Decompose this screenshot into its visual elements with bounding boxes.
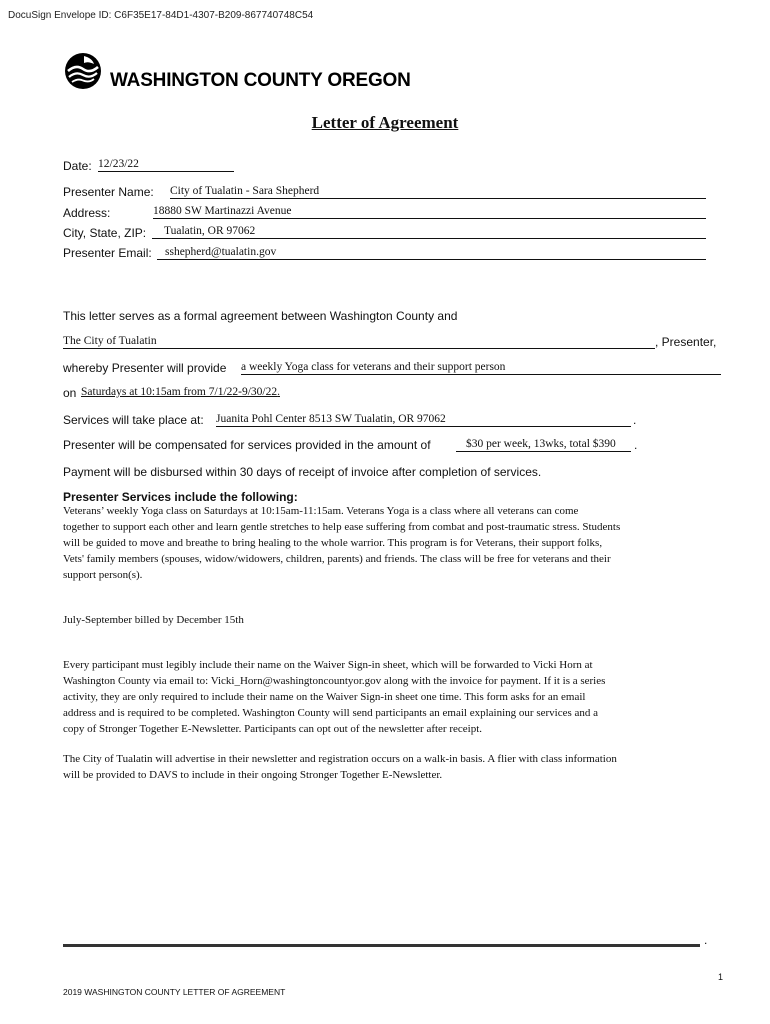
waiver-line: Washington County via email to: Vicki_Horn@washingtoncountyor.gov along with the invoice for payment. If it is a series [63, 675, 606, 687]
place-field[interactable]: Juanita Pohl Center 8513 SW Tualatin, OR 97062 [216, 412, 631, 427]
waiver-paragraph [63, 657, 605, 737]
payment-terms: Payment will be disbursed within 30 days of receipt of invoice after completion of services. [63, 465, 542, 479]
page-number: 1 [718, 972, 724, 982]
date-field[interactable]: 12/23/22 [98, 157, 234, 172]
services-line: support person(s). [63, 569, 143, 581]
on-prefix: on [63, 386, 77, 400]
presenter-name-label: Presenter Name: [63, 185, 154, 199]
services-line: Vets' family members (spouses, widow/widowers, children, parents) and friends. The class will be free for veterans and their [63, 553, 611, 565]
address-label: Address: [63, 206, 111, 220]
services-line: will be guided to move and breathe to bring healing to the whole warrior. This program is for Veterans, their support folks, [63, 537, 603, 549]
waiver-line: Every participant must legibly include their name on the Waiver Sign-in sheet, which will be forwarded to Vicki Horn at [63, 659, 593, 671]
advertise-line: will be provided to DAVS to include in their ongoing Stronger Together E-Newsletter. [63, 769, 443, 781]
city-label: City, State, ZIP: [63, 226, 147, 240]
waiver-line: copy of Stronger Together E-Newsletter. Participants can opt out of the newsletter after receipt. [63, 723, 483, 735]
services-description [63, 503, 620, 583]
email-field[interactable]: sshepherd@tualatin.gov [157, 245, 706, 260]
place-prefix: Services will take place at: [63, 413, 204, 427]
services-line: together to support each other and learn gentle stretches to help ease suffering from combat and post-traumatic stress. Students [63, 521, 621, 533]
address-field[interactable]: 18880 SW Martinazzi Avenue [153, 204, 706, 219]
billing-note: July-September billed by December 15th [63, 614, 244, 626]
email-label: Presenter Email: [63, 246, 152, 260]
bottom-period: . [704, 933, 708, 947]
provide-field[interactable]: a weekly Yoga class for veterans and their support person [241, 360, 721, 375]
services-heading: Presenter Services include the following: [63, 490, 298, 504]
document-title: Letter of Agreement [311, 113, 459, 132]
provide-prefix: whereby Presenter will provide [63, 361, 227, 375]
agreement-intro: This letter serves as a formal agreement between Washington County and [63, 309, 458, 323]
city-field[interactable]: Tualatin, OR 97062 [152, 224, 706, 239]
waiver-line: activity, they are only required to include their name on the Waiver Sign-in sheet one time. This form asks for an email [63, 691, 586, 703]
party-field[interactable]: The City of Tualatin [63, 334, 655, 349]
advertise-line: The City of Tualatin will advertise in their newsletter and registration occurs on a walk-in basis. A flier with class information [63, 753, 617, 765]
comp-field[interactable]: $30 per week, 13wks, total $390 [456, 437, 631, 452]
org-name: WASHINGTON COUNTY OREGON [110, 70, 411, 91]
footer-text: 2019 WASHINGTON COUNTY LETTER OF AGREEMENT [63, 987, 286, 997]
bottom-rule [63, 944, 700, 947]
presenter-name-field[interactable]: City of Tualatin - Sara Shepherd [170, 184, 706, 199]
party-suffix: , Presenter, [655, 335, 717, 349]
comp-suffix: . [634, 438, 638, 452]
comp-prefix: Presenter will be compensated for services provided in the amount of [63, 438, 431, 452]
advertise-paragraph [63, 751, 617, 783]
services-line: Veterans’ weekly Yoga class on Saturdays at 10:15am-11:15am. Veterans Yoga is a class where all veterans can come [63, 505, 579, 517]
envelope-id: DocuSign Envelope ID: C6F35E17-84D1-4307-B209-867740748C54 [8, 10, 314, 21]
washington-county-logo-icon [64, 52, 102, 90]
place-suffix: . [633, 413, 637, 427]
on-value[interactable]: Saturdays at 10:15am from 7/1/22-9/30/22. [81, 386, 280, 398]
date-label: Date: [63, 159, 92, 173]
waiver-line: address and is required to be completed. Washington County will send participants an email explaining our services and a [63, 707, 599, 719]
